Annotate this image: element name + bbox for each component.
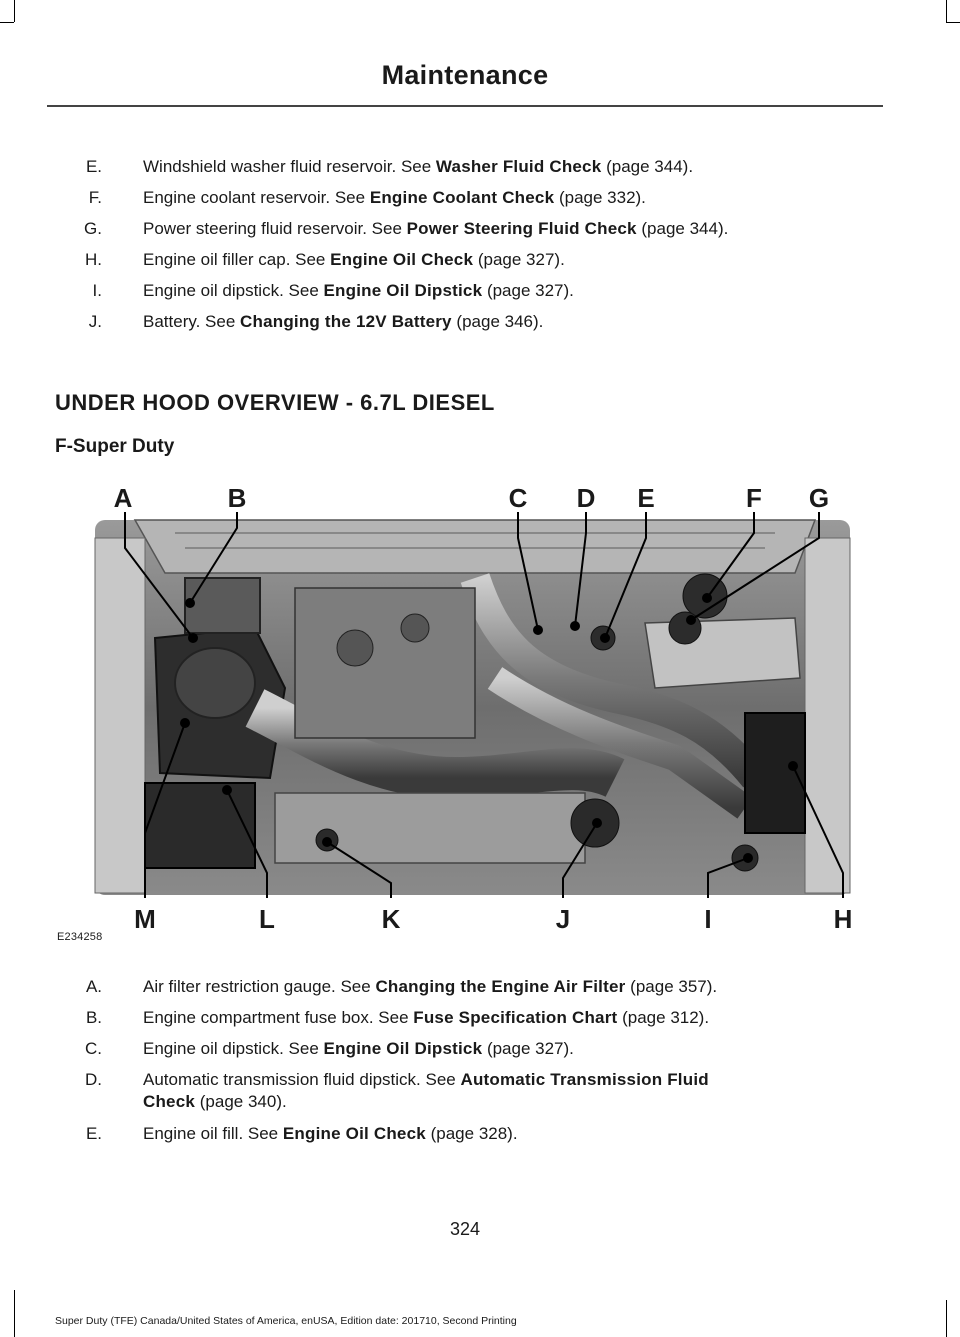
left-fender xyxy=(95,538,145,893)
callout-label: E xyxy=(637,483,655,513)
callout-label: L xyxy=(259,904,275,934)
list-item xyxy=(0,1007,900,1038)
page-reference: (page 312). xyxy=(617,1008,710,1027)
list-item xyxy=(0,311,900,342)
item-text xyxy=(143,1007,900,1029)
item-description: Engine oil fill. See xyxy=(143,1124,283,1143)
battery-shape xyxy=(145,783,255,868)
item-text xyxy=(143,187,900,209)
page-reference: (page 357). xyxy=(625,977,718,996)
item-text xyxy=(143,218,900,240)
item-description: Power steering fluid reservoir. See xyxy=(143,219,407,238)
footer-edition-info: Super Duty (TFE) Canada/United States of America, enUSA, Edition date: 201710, Second Printing xyxy=(55,1315,517,1327)
figure-code: E234258 xyxy=(57,931,103,943)
item-text xyxy=(143,1069,710,1113)
cross-reference-link[interactable]: Engine Oil Dipstick xyxy=(323,281,483,300)
item-text xyxy=(143,1038,900,1060)
item-description: Windshield washer fluid reservoir. See xyxy=(143,157,436,176)
item-text xyxy=(143,156,900,178)
page-reference: (page 340). xyxy=(195,1092,287,1111)
list-item xyxy=(0,1123,900,1154)
item-description: Automatic transmission fluid dipstick. See xyxy=(143,1070,461,1089)
list-item xyxy=(0,249,900,280)
list-item xyxy=(0,280,900,311)
crop-mark xyxy=(946,22,960,23)
list-item xyxy=(0,218,900,249)
page-reference: (page 344). xyxy=(636,219,729,238)
item-letter: B. xyxy=(85,1008,102,1027)
item-letter: I. xyxy=(92,281,102,300)
list-item xyxy=(0,976,900,1007)
item-letter: G. xyxy=(84,219,102,238)
item-letter: A. xyxy=(85,977,102,996)
cross-reference-link[interactable]: Engine Oil Dipstick xyxy=(323,1039,483,1058)
coolant-reservoir xyxy=(645,618,800,688)
item-description: Engine compartment fuse box. See xyxy=(143,1008,414,1027)
callout-label: G xyxy=(808,483,830,513)
page-title: Maintenance xyxy=(381,60,549,90)
cross-reference-link[interactable]: Changing the Engine Air Filter xyxy=(375,977,626,996)
item-description: Engine oil filler cap. See xyxy=(143,250,331,269)
page-reference: (page 346). xyxy=(451,312,544,331)
item-text xyxy=(143,1123,900,1145)
callout-label: K xyxy=(381,904,401,934)
header-divider xyxy=(47,105,883,107)
item-description: Engine oil dipstick. See xyxy=(143,1039,324,1058)
page-reference: (page 332). xyxy=(554,188,646,207)
engine-block xyxy=(295,588,475,738)
cross-reference-link[interactable]: Engine Oil Check xyxy=(330,250,474,269)
callout-label: J xyxy=(555,904,571,934)
list-item xyxy=(0,1069,900,1123)
crop-mark xyxy=(946,0,947,22)
item-description: Engine coolant reservoir. See xyxy=(143,188,370,207)
callout-label: C xyxy=(508,483,528,513)
item-text xyxy=(143,976,900,998)
cross-reference-link[interactable]: Washer Fluid Check xyxy=(435,157,602,176)
cross-reference-link[interactable]: Engine Oil Check xyxy=(282,1124,426,1143)
crop-mark xyxy=(14,0,15,22)
callout-label: I xyxy=(704,904,712,934)
callout-label: H xyxy=(833,904,853,934)
page-reference: (page 327). xyxy=(482,281,574,300)
item-text xyxy=(143,311,900,333)
item-text xyxy=(143,249,900,271)
item-description: Battery. See xyxy=(143,312,241,331)
engine-illustration xyxy=(55,478,875,948)
section-heading: UNDER HOOD OVERVIEW - 6.7L DIESEL xyxy=(55,390,495,415)
item-letter: C. xyxy=(85,1039,102,1058)
list-item xyxy=(0,1038,900,1069)
section-subheading: F-Super Duty xyxy=(55,436,175,457)
cross-reference-link[interactable]: Engine Coolant Check xyxy=(369,188,555,207)
page-reference: (page 327). xyxy=(482,1039,574,1058)
callout-label: D xyxy=(576,483,596,513)
callout-label: A xyxy=(113,483,133,513)
fuse-box-shape xyxy=(185,578,260,633)
cross-reference-link[interactable]: Power Steering Fluid Check xyxy=(406,219,637,238)
page-reference: (page 327). xyxy=(473,250,565,269)
item-letter: F. xyxy=(88,188,102,207)
item-description: Air filter restriction gauge. See xyxy=(143,977,376,996)
bottom-item-list xyxy=(0,976,900,1154)
crop-mark xyxy=(14,1290,15,1337)
list-item xyxy=(0,187,900,218)
cross-reference-link[interactable]: Fuse Specification Chart xyxy=(413,1008,618,1027)
top-item-list xyxy=(0,156,900,342)
item-description: Engine oil dipstick. See xyxy=(143,281,324,300)
radiator-shroud xyxy=(275,793,585,863)
item-letter: E. xyxy=(85,1124,102,1143)
page-reference: (page 344). xyxy=(601,157,694,176)
list-item xyxy=(0,156,900,187)
item-letter: D. xyxy=(85,1070,102,1089)
item-text xyxy=(143,280,900,302)
cross-reference-link[interactable]: Changing the 12V Battery xyxy=(240,312,452,331)
item-letter: E. xyxy=(85,157,102,176)
crop-mark xyxy=(946,1300,947,1337)
callout-label: B xyxy=(227,483,247,513)
item-letter: H. xyxy=(85,250,102,269)
page-reference: (page 328). xyxy=(425,1124,518,1143)
callout-label: M xyxy=(134,904,156,934)
under-hood-figure xyxy=(55,478,875,948)
cross-reference-link[interactable]: Automatic Transmission Fluid Check xyxy=(143,1070,709,1111)
callout-label: F xyxy=(746,483,762,513)
page-number: 324 xyxy=(449,1219,481,1239)
crop-mark xyxy=(0,22,14,23)
item-letter: J. xyxy=(88,312,102,331)
